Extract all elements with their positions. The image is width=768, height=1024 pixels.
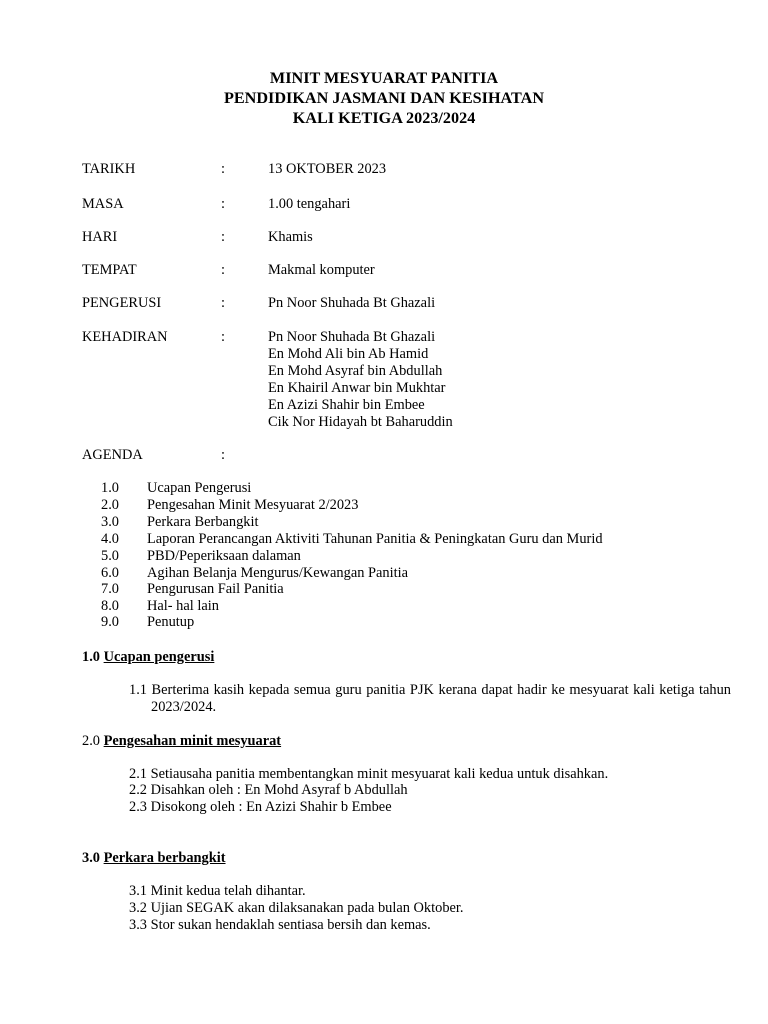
pengerusi-colon: : (221, 295, 225, 311)
agenda-item-number: 3.0 (101, 514, 119, 530)
attendee-name: En Azizi Shahir bin Embee (268, 397, 425, 413)
hari-colon: : (221, 229, 225, 245)
agenda-item-text: Ucapan Pengerusi (147, 480, 252, 496)
hari-label: HARI (82, 229, 118, 245)
tarikh-colon: : (221, 161, 225, 177)
agenda-colon: : (221, 447, 225, 463)
agenda-item-number: 6.0 (101, 565, 119, 581)
section-3-item-3: 3.3 Stor sukan hendaklah sentiasa bersih dan kemas. (129, 917, 431, 933)
agenda-item-text: Laporan Perancangan Aktiviti Tahunan Panitia & Peningkatan Guru dan Murid (147, 531, 603, 547)
hari-value: Khamis (268, 229, 313, 245)
title-line-1: MINIT MESYUARAT PANITIA (269, 69, 499, 87)
attendee-name: Pn Noor Shuhada Bt Ghazali (268, 329, 436, 345)
section-3-item-2: 3.2 Ujian SEGAK akan dilaksanakan pada bulan Oktober. (129, 900, 464, 916)
section-3-item-1: 3.1 Minit kedua telah dihantar. (129, 883, 306, 899)
kehadiran-label: KEHADIRAN (82, 329, 168, 345)
section-2-heading (82, 733, 281, 750)
tempat-value: Makmal komputer (268, 262, 375, 278)
agenda-item-text: Pengesahan Minit Mesyuarat 2/2023 (147, 497, 359, 513)
agenda-label: AGENDA (82, 447, 143, 463)
attendee-name: Cik Nor Hidayah bt Baharuddin (268, 414, 453, 430)
section-number: 2.0 (82, 733, 100, 749)
agenda-item-text: Hal- hal lain (147, 598, 219, 614)
agenda-item-text: Pengurusan Fail Panitia (147, 581, 284, 597)
section-2-item-3: 2.3 Disokong oleh : En Azizi Shahir b Embee (129, 799, 392, 815)
agenda-item-text: Penutup (147, 614, 195, 630)
tarikh-label: TARIKH (82, 161, 136, 177)
agenda-item-number: 5.0 (101, 548, 119, 564)
pengerusi-value: Pn Noor Shuhada Bt Ghazali (268, 295, 436, 311)
section-2-item-2: 2.2 Disahkan oleh : En Mohd Asyraf b Abdullah (129, 782, 408, 798)
section-1-heading (82, 649, 214, 666)
agenda-item-text: PBD/Peperiksaan dalaman (147, 548, 301, 564)
agenda-item-number: 2.0 (101, 497, 119, 513)
attendee-name: En Khairil Anwar bin Mukhtar (268, 380, 446, 396)
masa-colon: : (221, 196, 225, 212)
tempat-colon: : (221, 262, 225, 278)
agenda-item-text: Perkara Berbangkit (147, 514, 259, 530)
tempat-label: TEMPAT (82, 262, 137, 278)
section-number: 3.0 (82, 850, 100, 866)
section-number: 1.0 (82, 649, 100, 665)
section-title: Perkara berbangkit (103, 850, 226, 866)
attendee-name: En Mohd Asyraf bin Abdullah (268, 363, 443, 379)
tarikh-value: 13 OKTOBER 2023 (268, 161, 387, 177)
masa-value: 1.00 tengahari (268, 196, 351, 212)
kehadiran-colon: : (221, 329, 225, 345)
section-title: Pengesahan minit mesyuarat (103, 733, 282, 749)
section-1-item-1: 1.1 Berterima kasih kepada semua guru panitia PJK kerana dapat hadir ke mesyuarat kali ketiga tahun 2023/2024. (129, 682, 731, 715)
pengerusi-label: PENGERUSI (82, 295, 162, 311)
attendee-name: En Mohd Ali bin Ab Hamid (268, 346, 429, 362)
section-2-item-1: 2.1 Setiausaha panitia membentangkan minit mesyuarat kali kedua untuk disahkan. (129, 766, 609, 782)
agenda-item-number: 9.0 (101, 614, 119, 630)
agenda-item-number: 4.0 (101, 531, 119, 547)
section-title: Ucapan pengerusi (103, 649, 215, 665)
agenda-item-number: 8.0 (101, 598, 119, 614)
title-line-3: KALI KETIGA 2023/2024 (292, 109, 476, 127)
masa-label: MASA (82, 196, 124, 212)
title-line-2: PENDIDIKAN JASMANI DAN KESIHATAN (223, 89, 545, 107)
agenda-item-number: 7.0 (101, 581, 119, 597)
agenda-item-text: Agihan Belanja Mengurus/Kewangan Panitia (147, 565, 408, 581)
agenda-item-number: 1.0 (101, 480, 119, 496)
section-3-heading (82, 850, 226, 867)
